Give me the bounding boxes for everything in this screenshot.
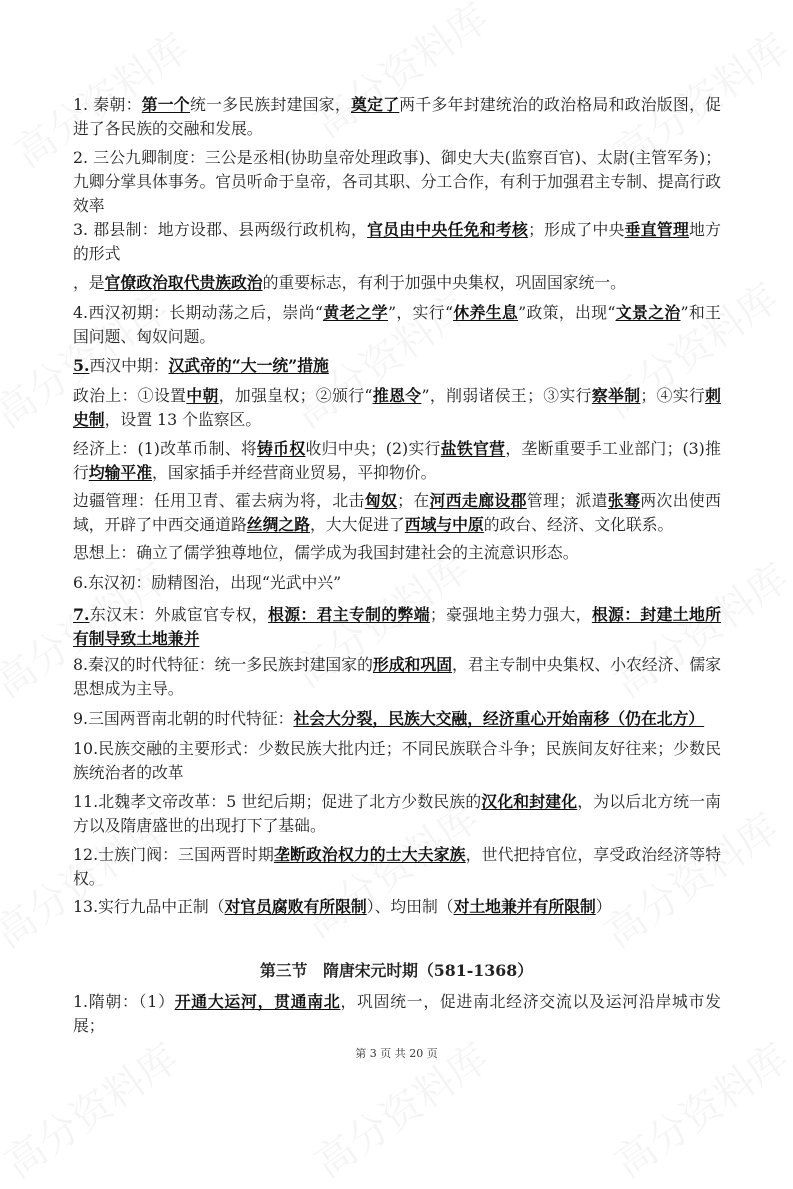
body-text: 1. 秦朝： (73, 95, 142, 114)
emphasis-text: 汉化和封建化 (481, 792, 578, 811)
body-text: ；豪强地主势力强大， (429, 605, 592, 624)
body-text: 6.东汉初：励精图治，出现“光武中兴” (73, 573, 342, 592)
paragraph (73, 571, 721, 595)
body-text: 思想上：确立了儒学独尊地位，儒学成为我国封建社会的主流意识形态。 (73, 543, 579, 562)
body-text: 1.隋朝：（1） (73, 992, 175, 1011)
body-text: ；④实行 (640, 386, 706, 405)
body-text: ，世代把持官位，享受政治经济等特权。 (73, 845, 721, 888)
paragraph (73, 271, 721, 295)
body-text: 3. 郡县制：地方设郡、县两级行政机构， (73, 220, 368, 239)
body-text: ）、均田制（ (366, 897, 454, 916)
body-text: ，大大促进了 (309, 515, 405, 534)
body-text: 西汉中期： (89, 356, 169, 375)
emphasis-text: 休养生息 (453, 303, 519, 322)
body-text: ”和王国问题、匈奴问题。 (73, 303, 721, 346)
paragraph (73, 146, 721, 218)
emphasis-text: 官僚政治取代贵族政治 (104, 273, 263, 292)
emphasis-text: 均输平准 (88, 463, 153, 482)
emphasis-text: 张骞 (607, 491, 641, 510)
emphasis-text: 文景之治 (615, 303, 681, 322)
paragraph (73, 489, 721, 537)
emphasis-text: 中朝 (186, 386, 219, 405)
body-text: ，国家插手并经营商业贸易，平抑物价。 (152, 463, 437, 482)
emphasis-text: 官员由中央任免和考核 (367, 220, 529, 239)
body-text: ，君主专制中央集权、小农经济、儒家思想成为主导。 (73, 655, 721, 698)
body-text: 管理；派遣 (526, 491, 608, 510)
emphasis-text: 推恩令 (372, 386, 422, 405)
emphasis-text: 垂直管理 (624, 220, 690, 239)
emphasis-text: 7. (73, 605, 90, 624)
emphasis-text: 形成和巩固 (372, 655, 453, 674)
body-text: ，垄断重要手工业部门；(3)推行 (73, 439, 721, 482)
paragraph (73, 218, 721, 266)
paragraph (73, 790, 721, 838)
emphasis-text: 第一个 (141, 95, 190, 114)
emphasis-text: 刺史制 (73, 386, 721, 429)
paragraph (73, 437, 721, 485)
body-text: 11.北魏孝文帝改革：5 世纪后期；促进了北方少数民族的 (73, 792, 482, 811)
body-text: 边疆管理：任用卫青、霍去病为将，北击 (73, 491, 365, 510)
body-text: ”，实行“ (387, 303, 454, 322)
body-text: ，设置 13 个监察区。 (104, 410, 262, 429)
body-text: 地方的形式 (73, 220, 721, 263)
body-text: ”，削弱诸侯王；③实行 (421, 386, 592, 405)
emphasis-text: 对官员腐败有所限制 (224, 897, 367, 916)
body-text: 的政台、经济、文化联系。 (483, 515, 674, 534)
emphasis-text: 社会大分裂，民族大交融，经济重心开始南移（仍在北方） (293, 709, 705, 728)
body-text: 统一多民族封建国家， (190, 95, 351, 114)
emphasis-text: 汉武帝的“大一统”措施 (168, 356, 329, 375)
body-text: 两千多年封建统治的政治格局和政治版图，促进了各民族的交融和发展。 (73, 95, 721, 138)
paragraph (73, 737, 721, 785)
emphasis-text: 匈奴 (364, 491, 398, 510)
body-text: 政治上：①设置 (73, 386, 187, 405)
body-text: 13.实行九品中正制（ (73, 897, 225, 916)
paragraph (73, 93, 721, 141)
body-text: 2. 三公九卿制度：三公是丞相(协助皇帝处理政事)、御史大夫(监察百官)、太尉(主管军务)；九卿分掌具体事务。官员听命于皇帝，各司其职、分工合作，有利于加强君主专制、提高行政效率 (73, 148, 721, 215)
body-text: ；形成了中央 (528, 220, 625, 239)
body-text: 两次出使西域，开辟了中西交通道路 (73, 491, 721, 534)
emphasis-text: 开通大运河，贯通南北 (174, 992, 341, 1011)
paragraph (73, 707, 721, 731)
emphasis-text: 根源：君主专制的弊端 (268, 605, 430, 624)
emphasis-text: 铸币权 (257, 439, 306, 458)
body-text: 4.西汉初期：长期动荡之后，崇尚“ (73, 303, 323, 322)
emphasis-text: 盐铁官营 (440, 439, 506, 458)
body-text: 10.民族交融的主要形式：少数民族大批内迁；不同民族联合斗争；民族间友好往来；少数民族统治者的改革 (73, 739, 721, 782)
paragraph (73, 990, 721, 1038)
body-text: 8.秦汉的时代特征：统一多民族封建国家的 (73, 655, 373, 674)
paragraph (73, 354, 721, 378)
paragraph (73, 843, 721, 891)
emphasis-text: 河西走廊设郡 (429, 491, 527, 510)
body-text: ） (595, 897, 612, 916)
emphasis-text: 根源：封建土地所有制导致土地兼并 (73, 605, 721, 648)
body-text: ，巩固统一，促进南北经济交流以及运河沿岸城市发展； (73, 992, 721, 1035)
emphasis-text: 奠定了 (351, 95, 400, 114)
paragraph (73, 603, 721, 651)
paragraph (73, 301, 721, 349)
body-text: ，为以后北方统一南方以及隋唐盛世的出现打下了基础。 (73, 792, 721, 835)
body-text: ”政策，出现“ (518, 303, 616, 322)
paragraph (73, 541, 721, 565)
body-text: 9.三国两晋南北朝的时代特征： (73, 709, 294, 728)
emphasis-text: 西域与中原 (404, 515, 484, 534)
body-text: 收归中央；(2)实行 (305, 439, 441, 458)
paragraph (73, 384, 721, 432)
emphasis-text: 对土地兼并有所限制 (453, 897, 596, 916)
page-footer: 第 3 页 共 20 页 (355, 1047, 438, 1060)
body-text: 12.士族门阀：三国两晋时期 (73, 845, 274, 864)
emphasis-text: 垄断政治权力的士大夫家族 (273, 845, 466, 864)
section-heading: 第三节 隋唐宋元时期（581-1368） (259, 961, 534, 980)
body-text: 经济上：(1)改革币制、将 (73, 439, 258, 458)
body-text: 的重要标志，有利于加强中央集权，巩固国家统一。 (262, 273, 626, 292)
body-text: ，是 (73, 273, 105, 292)
body-text: 东汉末：外戚宦官专权， (89, 605, 268, 624)
paragraph (73, 653, 721, 701)
paragraph (73, 895, 721, 919)
emphasis-text: 丝绸之路 (246, 515, 310, 534)
emphasis-text: 察举制 (591, 386, 641, 405)
body-text: ，加强皇权；②颁行“ (218, 386, 373, 405)
emphasis-text: 黄老之学 (322, 303, 388, 322)
emphasis-text: 5. (73, 356, 90, 375)
body-text: ；在 (397, 491, 430, 510)
